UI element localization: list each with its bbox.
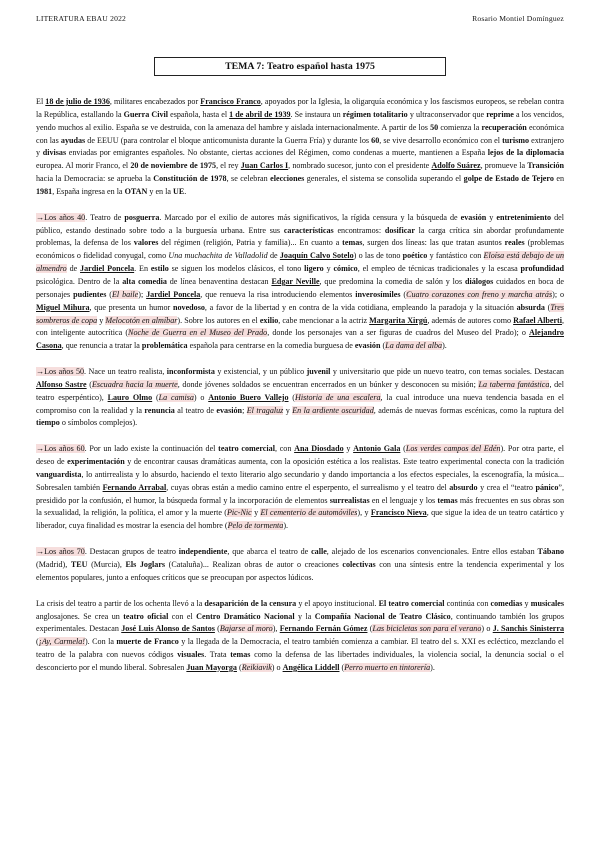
paragraph-later-theatre: La crisis del teatro a partir de los ochenta llevó a la desaparición de la censura y el apoyo institucional. El teatro comercial continúa con comedias y musicales anglosajones. Se crea un teatro oficial con el Centro Dramático Nacional y la Compañía Nacional de Teatro Clásico, continuando también los grupos experimentales. Destacan José Luis Alonso de Santos (Bajarse al moro), Fernando Fernán Gómez (Las bicicletas son para el verano) o J. Sanchis Sinisterra (¡Ay, Carmela!). Con la muerte de Franco y la llegada de la Democracia, el teatro también comienza a cambiar. El teatro del s. XXI es ecléctico, mezclando el teatro de la palabra con nuevos códigos visuales. Trata temas como la defensa de las libertades individuales, la violencia social, la denuncia social o el desconcierto por el mundo liberal. Sobresalen Juan Mayorga (Reikiavik) o Angélica Liddell (Perro muerto en tintorería). (36, 598, 565, 672)
page-title: TEMA 7: Teatro español hasta 1975 (154, 57, 446, 76)
page-header (36, 14, 564, 23)
paragraph-years-50: →Los años 50. Nace un teatro realista, inconformista y existencial, y un público juvenil y universitario que pide un nuevo teatro, con temas sociales. Destacan Alfonso Sastre (Escuadra hacia la muerte, donde jóvenes soldados se encuentran encerrados en un búnker y desconocen su misión; La taberna fantástica, del teatro esperpéntico), Lauro Olmo (La camisa) o Antonio Buero Vallejo (Historia de una escalera, la cual introduce una nueva tendencia basada en el compromiso con la realidad y la renuncia al teatro de evasión; El tragaluz y En la ardiente oscuridad, además de nuevas formas escénicas, como la ruptura del tiempo o símbolos complejos). (36, 367, 565, 428)
paragraph-years-60: →Los años 60. Por un lado existe la continuación del teatro comercial, con Ana Diosdado y Antonio Gala (Los verdes campos del Edén). Por otra parte, el deseo de experimentación y de encontrar causas dramáticas aumenta, con la oposición estética a los realistas. Este teatro experimental conecta con la tradición vanguardista, lo antirrealista y lo absurdo, haciendo el texto literario algo secundario y dando importancia a los efectos especiales, la escenografía, la música... Sobresalen también Fernando Arrabal, cuyas obras están a medio camino entre el esperpento, el surrealismo y el teatro del absurdo y crea el “teatro pánico”, presidido por la confusión, el humor, la búsqueda formal y la incorporación de elementos surrealistas en el lenguaje y los temas más frecuentes en sus obras son la sexualidad, la religión, la política, el amor y la muerte (Pic-Nic y El cementerio de automóviles), y Francisco Nieva, que sigue la idea de un teatro catártico y liberador, cuya finalidad es mostrar la esencia del hombre (Pelo de tormenta). (36, 444, 565, 531)
paragraph-years-40: →Los años 40. Teatro de posguerra. Marcado por el exilio de autores más significativos, la rígida censura y la búsqueda de evasión y entretenimiento del público, estando destinado sobre todo a la burguesía urbana. Entre sus características encontramos: dosificar la carga crítica sin abordar profundamente problemas, la defensa de los valores del régimen (religión, Patria y familia)... En cuanto a temas, surgen dos líneas: las que tratan asuntos reales (problemas económicos o fidelidad conyugal, como Una muchachita de Valladolid de Joaquín Calvo Sotelo) o las de tono poético y fantástico con Eloísa está debajo de un almendro de Jardiel Poncela. En estilo se siguen los modelos clásicos, el tono ligero y cómico, el empleo de técnicas tradicionales y la escasa profundidad psicológica. Dentro de la alta comedia de línea benaventina destacan Edgar Neville, que predomina la comedia de salón y los diálogos cuidados en boca de personajes pudientes (El baile); Jardiel Poncela, que renueva la risa introduciendo elementos inverosímiles (Cuatro corazones con freno y marcha atrás); o Miguel Mihura, que presenta un humor novedoso, a favor de la libertad y en contra de la vida cotidiana, empleando la paradoja y la situación absurda (Tres sombreros de copa y Melocotón en almíbar). Sobre los autores en el exilio, cabe mencionar a la actriz Margarita Xirgú, además de autores como Rafael Alberti, con inteligente autocrítica (Noche de Guerra en el Museo del Prado, donde los personajes van a ser figuras de cuadros del Museo del Prado); o Alejandro Casona, que renuncia a tratar la problemática española para centrarse en la comedia burguesa de evasión (La dama del alba). (36, 212, 565, 351)
header-author: Rosario Montiel Domínguez (472, 14, 564, 23)
paragraph-historical-context: El 18 de julio de 1936, militares encabezados por Francisco Franco, apoyados por la Iglesia, la oligarquía económica y los fascismos europeos, se rebelan contra la República, estallando la Guerra Civil española, hasta el 1 de abril de 1939. Se instaura un régimen totalitario y ultraconservador que reprime a los vencidos, yendo muchos al exilio. España se ve destruida, con la amenaza del hambre y aislada internacionalmente. A partir de los 50 comienza la recuperación económica con las ayudas de EEUU (para controlar el bloque anticomunista durante la Guerra Fría) y durante los 60, se vive desarrollo económico con el turismo extranjero y divisas enviadas por emigrantes españoles. No obstante, ciertas acciones del Régimen, como condenas a muerte, mantienen a España lejos de la diplomacia europea. Al morir Franco, el 20 de noviembre de 1975, el rey Juan Carlos I, nombrado sucesor, junto con el presidente Adolfo Suárez, promueve la Transición hacia la Democracia: se aprueba la Constitución de 1978, se celebran elecciones generales, el sistema se consolida superando el golpe de Estado de Tejero en 1981, España ingresa en la OTAN y en la UE. (36, 97, 565, 196)
header-subject: LITERATURA EBAU 2022 (36, 14, 127, 23)
paragraph-years-70: →Los años 70. Destacan grupos de teatro independiente, que abarca el teatro de calle, alejado de los escenarios convencionales. Entre ellos estaban Tábano (Madrid), TEU (Murcia), Els Joglars (Cataluña)... Realizan obras de autor o creaciones colectivas con una síntesis entre la tendencia experimental y los elementos populares, junto a enfoques críticos que se preocupan por aspectos lúdicos. (36, 547, 565, 582)
